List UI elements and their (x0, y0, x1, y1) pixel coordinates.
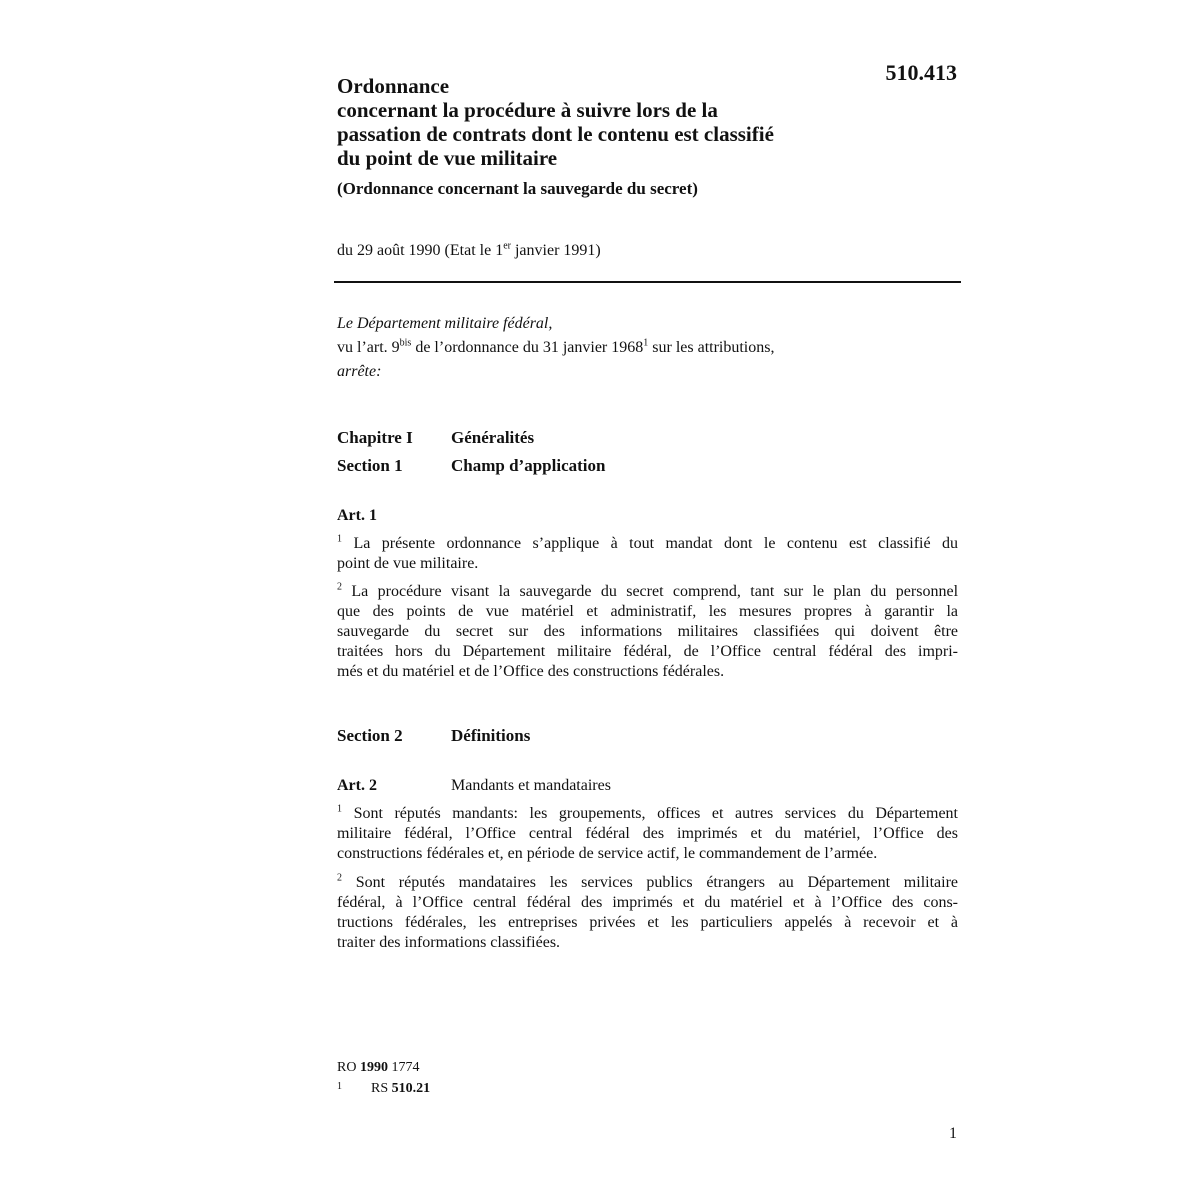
paragraph-line: tructions fédérales, les entreprises privées et les particuliers appelés à recevoir et à (337, 914, 958, 931)
title-line: passation de contrats dont le contenu est classifié (337, 122, 774, 146)
footnote-ref: 1 (643, 337, 649, 349)
date-text-end: janvier 1991) (510, 242, 601, 259)
paragraph-number: 2 (337, 582, 342, 593)
chapter-label: Chapitre I (337, 428, 413, 447)
date-sup: er (503, 240, 511, 252)
paragraph-line: point de vue militaire. (337, 555, 479, 572)
article-paragraph (337, 534, 958, 574)
section-heading (337, 725, 530, 747)
footnote-mark: 1 (337, 1081, 342, 1092)
section-label: Section 2 (337, 726, 403, 745)
paragraph-number: 1 (337, 534, 342, 545)
footnote: 1 RS 510.21 (337, 1081, 431, 1096)
section-title: Champ d’application (451, 456, 606, 475)
article-label: Art. 2 (337, 777, 377, 794)
document-date (337, 241, 601, 261)
paragraph-line: traitées hors du Département militaire fédéral, de l’Office central fédéral des impri- (337, 643, 958, 660)
paragraph-number: 1 (337, 804, 342, 815)
article-paragraph (337, 873, 958, 953)
paragraph-line: $^1$ La présente ordonnance s’applique à tout mandat dont le contenu est classifié du (337, 534, 958, 552)
article-paragraph (337, 804, 958, 864)
paragraph-line: constructions fédérales et, en période de service actif, le commandement de l’armée. (337, 845, 878, 862)
basis-sup: bis (399, 337, 412, 349)
article-paragraph (337, 582, 958, 682)
preamble-decree: arrête: (337, 363, 382, 380)
paragraph-line: més et du matériel et de l’Office des constructions fédérales. (337, 663, 725, 680)
paragraph-number: 2 (337, 873, 342, 884)
title-line: concernant la procédure à suivre lors de la (337, 98, 718, 122)
preamble-authority: Le Département militaire fédéral, (337, 315, 553, 332)
document-title (337, 74, 857, 170)
date-text: du 29 août 1990 (Etat le 1 (337, 242, 504, 259)
article-title: Mandants et mandataires (451, 777, 611, 794)
title-line: du point de vue militaire (337, 146, 558, 170)
paragraph-line: traiter des informations classifiées. (337, 934, 561, 951)
chapter-heading (337, 427, 534, 449)
official-compilation-reference: RO 1990 1774 (337, 1060, 420, 1075)
chapter-title: Généralités (451, 428, 535, 447)
article-heading (337, 776, 611, 796)
title-rule (334, 281, 961, 283)
section-label: Section 1 (337, 456, 403, 475)
page-number: 1 (949, 1125, 957, 1142)
paragraph-line: sauvegarde du secret sur des informations militaires classifiées qui doivent être (337, 623, 958, 640)
paragraph-line: que des points de vue matériel et administratif, les mesures propres à garantir la (337, 603, 958, 620)
basis-text-middle: de l’ordonnance du 31 janvier 1968 (411, 339, 644, 356)
preamble (337, 312, 957, 384)
document-number: 510.413 (885, 60, 957, 85)
document-subtitle: (Ordonnance concernant la sauvegarde du secret) (337, 179, 698, 198)
section-title: Définitions (451, 726, 531, 745)
basis-text: vu l’art. 9 (337, 339, 400, 356)
paragraph-line: fédéral, à l’Office central fédéral des imprimés et du matériel et à l’Office des cons- (337, 894, 958, 911)
article-heading (337, 506, 451, 526)
paragraph-line: militaire fédéral, l’Office central fédéral des imprimés et du matériel, l’Office des (337, 825, 958, 842)
section-heading (337, 455, 605, 477)
paragraph-line: $^1$ Sont réputés mandants: les groupements, offices et autres services du Département (337, 804, 958, 822)
title-line: Ordonnance (337, 74, 450, 98)
article-label: Art. 1 (337, 507, 377, 524)
preamble-basis (337, 336, 957, 360)
paragraph-line: $^2$ La procédure visant la sauvegarde du secret comprend, tant sur le plan du personnel (337, 582, 958, 600)
paragraph-line: $^2$ Sont réputés mandataires les services publics étrangers au Département militaire (337, 873, 958, 891)
basis-text-end: sur les attributions, (648, 339, 775, 356)
